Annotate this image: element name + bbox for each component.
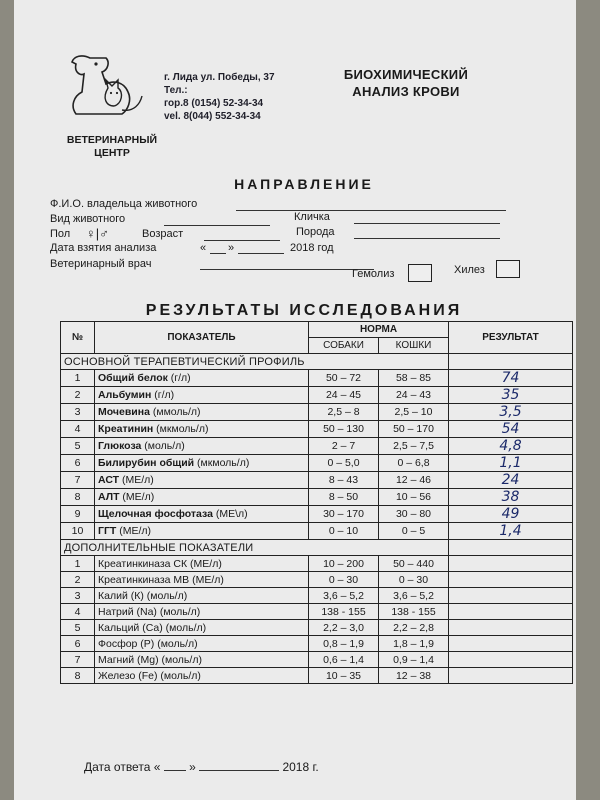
result-value[interactable] bbox=[449, 604, 573, 620]
row-number: 4 bbox=[61, 421, 95, 438]
row-number: 8 bbox=[61, 668, 95, 684]
norm-dogs: 0 – 10 bbox=[309, 523, 379, 540]
norm-cats: 10 – 56 bbox=[379, 489, 449, 506]
date-month-line[interactable] bbox=[238, 253, 284, 254]
result-value[interactable]: 4,8 bbox=[449, 438, 573, 455]
section-row-extra bbox=[61, 540, 573, 556]
norm-cats: 24 – 43 bbox=[379, 387, 449, 404]
indicator-name: Железо (Fe) (моль/л) bbox=[95, 668, 309, 684]
tel-label: Тел.: bbox=[164, 85, 188, 96]
indicator-name-bold: Альбумин bbox=[98, 389, 152, 401]
species-field-line[interactable] bbox=[164, 225, 270, 226]
indicator-name bbox=[95, 455, 309, 472]
norm-cats: 2,2 – 2,8 bbox=[379, 620, 449, 636]
answer-date-close-quote: » bbox=[189, 760, 196, 774]
indicator-name bbox=[95, 489, 309, 506]
section-extra-label: ДОПОЛНИТЕЛЬНЫЕ ПОКАЗАТЕЛИ bbox=[61, 540, 449, 556]
answer-date bbox=[84, 760, 319, 774]
answer-day-line[interactable] bbox=[164, 770, 186, 771]
row-number: 6 bbox=[61, 455, 95, 472]
indicator-name bbox=[95, 421, 309, 438]
table-row bbox=[61, 636, 573, 652]
results-table bbox=[60, 321, 573, 684]
table-header-row bbox=[61, 322, 573, 338]
indicator-name: Калий (К) (моль/л) bbox=[95, 588, 309, 604]
table-row bbox=[61, 652, 573, 668]
center-name bbox=[62, 134, 162, 160]
result-value[interactable] bbox=[449, 620, 573, 636]
col-result-header: РЕЗУЛЬТАТ bbox=[449, 322, 573, 354]
indicator-unit: (ммоль/л) bbox=[149, 406, 201, 418]
norm-cats: 0 – 30 bbox=[379, 572, 449, 588]
indicator-name bbox=[95, 506, 309, 523]
row-number: 7 bbox=[61, 472, 95, 489]
result-value[interactable]: 74 bbox=[449, 370, 573, 387]
answer-date-label: Дата ответа « bbox=[84, 760, 161, 774]
row-number: 2 bbox=[61, 572, 95, 588]
result-value[interactable]: 49 bbox=[449, 506, 573, 523]
norm-dogs: 2,2 – 3,0 bbox=[309, 620, 379, 636]
indicator-name bbox=[95, 370, 309, 387]
indicator-unit: (МЕ\л) bbox=[212, 508, 248, 520]
indicator-name bbox=[95, 523, 309, 540]
result-value[interactable] bbox=[449, 668, 573, 684]
table-row bbox=[61, 455, 573, 472]
norm-dogs: 8 – 43 bbox=[309, 472, 379, 489]
result-value[interactable] bbox=[449, 572, 573, 588]
col-num-header: № bbox=[61, 322, 95, 354]
indicator-unit: (моль/л) bbox=[141, 440, 185, 452]
norm-cats: 138 - 155 bbox=[379, 604, 449, 620]
row-number: 9 bbox=[61, 506, 95, 523]
vet-field-line[interactable] bbox=[200, 269, 374, 270]
norm-cats: 0,9 – 1,4 bbox=[379, 652, 449, 668]
table-row bbox=[61, 387, 573, 404]
chylous-checkbox[interactable] bbox=[496, 260, 520, 278]
title-line2: АНАЛИЗ КРОВИ bbox=[352, 84, 460, 99]
address: г. Лида ул. Победы, 37 bbox=[164, 72, 275, 83]
result-value[interactable]: 1,1 bbox=[449, 455, 573, 472]
breed-field-line[interactable] bbox=[354, 238, 500, 239]
norm-dogs: 2,5 – 8 bbox=[309, 404, 379, 421]
norm-dogs: 0,8 – 1,9 bbox=[309, 636, 379, 652]
date-year: 2018 год bbox=[290, 242, 334, 254]
indicator-name bbox=[95, 404, 309, 421]
norm-dogs: 50 – 72 bbox=[309, 370, 379, 387]
indicator-name: Фосфор (Р) (моль/л) bbox=[95, 636, 309, 652]
row-number: 8 bbox=[61, 489, 95, 506]
answer-date-year: 2018 г. bbox=[282, 760, 319, 774]
phone-city: гор.8 (0154) 52-34-34 bbox=[164, 98, 264, 109]
date-close-quote: » bbox=[228, 242, 235, 254]
norm-cats: 2,5 – 7,5 bbox=[379, 438, 449, 455]
result-value[interactable]: 35 bbox=[449, 387, 573, 404]
hemolysis-label: Гемолиз bbox=[352, 268, 395, 280]
result-value[interactable] bbox=[449, 652, 573, 668]
norm-dogs: 138 - 155 bbox=[309, 604, 379, 620]
document-title bbox=[306, 66, 506, 100]
result-value[interactable]: 24 bbox=[449, 472, 573, 489]
norm-dogs: 3,6 – 5,2 bbox=[309, 588, 379, 604]
breed-label: Порода bbox=[296, 226, 335, 238]
section-extra-result-cell bbox=[449, 540, 573, 556]
table-row bbox=[61, 668, 573, 684]
age-label: Возраст bbox=[142, 228, 184, 240]
norm-dogs: 10 – 200 bbox=[309, 556, 379, 572]
result-value[interactable]: 38 bbox=[449, 489, 573, 506]
indicator-unit: (мкмоль/л) bbox=[194, 457, 250, 469]
indicator-name-bold: Глюкоза bbox=[98, 440, 142, 452]
indicator-unit: (МЕ/л) bbox=[119, 491, 155, 503]
col-dogs-header: СОБАКИ bbox=[309, 338, 379, 354]
age-field-line[interactable] bbox=[204, 240, 280, 241]
norm-cats: 12 – 46 bbox=[379, 472, 449, 489]
norm-cats: 30 – 80 bbox=[379, 506, 449, 523]
norm-cats: 2,5 – 10 bbox=[379, 404, 449, 421]
indicator-name: Креатинкиназа МВ (МЕ/л) bbox=[95, 572, 309, 588]
indicator-name bbox=[95, 387, 309, 404]
norm-cats: 3,6 – 5,2 bbox=[379, 588, 449, 604]
indicator-name-bold: Общий белок bbox=[98, 372, 168, 384]
indicator-name-bold: АСТ bbox=[98, 474, 120, 486]
row-number: 6 bbox=[61, 636, 95, 652]
row-number: 5 bbox=[61, 620, 95, 636]
col-norm-header: НОРМА bbox=[309, 322, 449, 338]
sex-symbols[interactable]: ♀|♂ bbox=[86, 226, 109, 241]
indicator-unit: (г/л) bbox=[151, 389, 175, 401]
result-value[interactable]: 1,4 bbox=[449, 523, 573, 540]
row-number: 1 bbox=[61, 370, 95, 387]
indicator-name bbox=[95, 472, 309, 489]
table-row bbox=[61, 523, 573, 540]
table-row bbox=[61, 506, 573, 523]
date-open-quote: « bbox=[200, 242, 207, 254]
table-row bbox=[61, 438, 573, 455]
chylous-label: Хилез bbox=[454, 264, 485, 276]
section-main-result-cell bbox=[449, 354, 573, 370]
table-row bbox=[61, 556, 573, 572]
result-value[interactable]: 3,5 bbox=[449, 404, 573, 421]
indicator-name-bold: Креатинин bbox=[98, 423, 154, 435]
results-title: РЕЗУЛЬТАТЫ ИССЛЕДОВАНИЯ bbox=[145, 302, 463, 319]
owner-field-line[interactable] bbox=[236, 210, 506, 211]
contacts-block bbox=[164, 71, 294, 123]
section-main-label: ОСНОВНОЙ ТЕРАПЕВТИЧЕСКИЙ ПРОФИЛЬ bbox=[61, 354, 449, 370]
norm-cats: 1,8 – 1,9 bbox=[379, 636, 449, 652]
norm-cats: 0 – 6,8 bbox=[379, 455, 449, 472]
indicator-unit: (г/л) bbox=[167, 372, 191, 384]
norm-dogs: 10 – 35 bbox=[309, 668, 379, 684]
table-row bbox=[61, 588, 573, 604]
row-number: 7 bbox=[61, 652, 95, 668]
indicator-name: Кальций (Са) (моль/л) bbox=[95, 620, 309, 636]
row-number: 3 bbox=[61, 588, 95, 604]
center-name-line1: ВЕТЕРИНАРНЫЙ bbox=[66, 134, 158, 146]
indicator-name: Магний (Mg) (моль/л) bbox=[95, 652, 309, 668]
indicator-name-bold: Щелочная фосфотаза bbox=[98, 508, 213, 520]
norm-dogs: 30 – 170 bbox=[309, 506, 379, 523]
table-row bbox=[61, 472, 573, 489]
norm-dogs: 50 – 130 bbox=[309, 421, 379, 438]
indicator-unit: (мкмоль/л) bbox=[153, 423, 209, 435]
norm-cats: 58 – 85 bbox=[379, 370, 449, 387]
table-row bbox=[61, 620, 573, 636]
table-row bbox=[61, 421, 573, 438]
referral-title: НАПРАВЛЕНИЕ bbox=[234, 176, 374, 192]
result-value[interactable] bbox=[449, 556, 573, 572]
nickname-label: Кличка bbox=[294, 211, 330, 223]
norm-cats: 50 – 170 bbox=[379, 421, 449, 438]
norm-dogs: 2 – 7 bbox=[309, 438, 379, 455]
row-number: 3 bbox=[61, 404, 95, 421]
col-indicator-header: ПОКАЗАТЕЛЬ bbox=[95, 322, 309, 354]
date-day-line[interactable] bbox=[210, 253, 226, 254]
table-row bbox=[61, 370, 573, 387]
indicator-name-bold: Билирубин общий bbox=[98, 457, 195, 469]
col-cats-header: КОШКИ bbox=[379, 338, 449, 354]
table-row bbox=[61, 604, 573, 620]
dog-and-cat-logo-icon bbox=[62, 52, 150, 118]
indicator-name-bold: ГГТ bbox=[98, 525, 117, 537]
norm-cats: 0 – 5 bbox=[379, 523, 449, 540]
hemolysis-checkbox[interactable] bbox=[408, 264, 432, 282]
document-sheet bbox=[14, 0, 576, 800]
result-value[interactable] bbox=[449, 636, 573, 652]
table-row bbox=[61, 489, 573, 506]
norm-dogs: 0 – 30 bbox=[309, 572, 379, 588]
title-line1: БИОХИМИЧЕСКИЙ bbox=[343, 67, 469, 82]
row-number: 10 bbox=[61, 523, 95, 540]
center-name-line2: ЦЕНТР bbox=[94, 147, 130, 159]
result-value[interactable]: 54 bbox=[449, 421, 573, 438]
norm-dogs: 24 – 45 bbox=[309, 387, 379, 404]
norm-cats: 50 – 440 bbox=[379, 556, 449, 572]
norm-dogs: 8 – 50 bbox=[309, 489, 379, 506]
answer-month-line[interactable] bbox=[199, 770, 279, 771]
indicator-name: Креатинкиназа СК (МЕ/л) bbox=[95, 556, 309, 572]
section-row-main bbox=[61, 354, 573, 370]
table-row bbox=[61, 572, 573, 588]
result-value[interactable] bbox=[449, 588, 573, 604]
owner-label: Ф.И.О. владельца животного bbox=[50, 198, 198, 210]
norm-cats: 12 – 38 bbox=[379, 668, 449, 684]
indicator-name bbox=[95, 438, 309, 455]
species-label: Вид животного bbox=[50, 213, 126, 225]
sex-label: Пол bbox=[50, 228, 71, 240]
indicator-unit: (МЕ/л) bbox=[119, 474, 154, 486]
nickname-field-line[interactable] bbox=[354, 223, 500, 224]
row-number: 2 bbox=[61, 387, 95, 404]
table-row bbox=[61, 404, 573, 421]
sample-date-label: Дата взятия анализа bbox=[50, 242, 157, 254]
norm-dogs: 0 – 5,0 bbox=[309, 455, 379, 472]
norm-dogs: 0,6 – 1,4 bbox=[309, 652, 379, 668]
indicator-unit: (МЕ/л) bbox=[116, 525, 152, 537]
indicator-name-bold: АЛТ bbox=[98, 491, 120, 503]
row-number: 5 bbox=[61, 438, 95, 455]
indicator-name-bold: Мочевина bbox=[98, 406, 150, 418]
indicator-name: Натрий (Na) (моль/л) bbox=[95, 604, 309, 620]
row-number: 4 bbox=[61, 604, 95, 620]
row-number: 1 bbox=[61, 556, 95, 572]
vet-label: Ветеринарный врач bbox=[50, 258, 152, 270]
phone-mobile: vel. 8(044) 552-34-34 bbox=[164, 111, 261, 122]
